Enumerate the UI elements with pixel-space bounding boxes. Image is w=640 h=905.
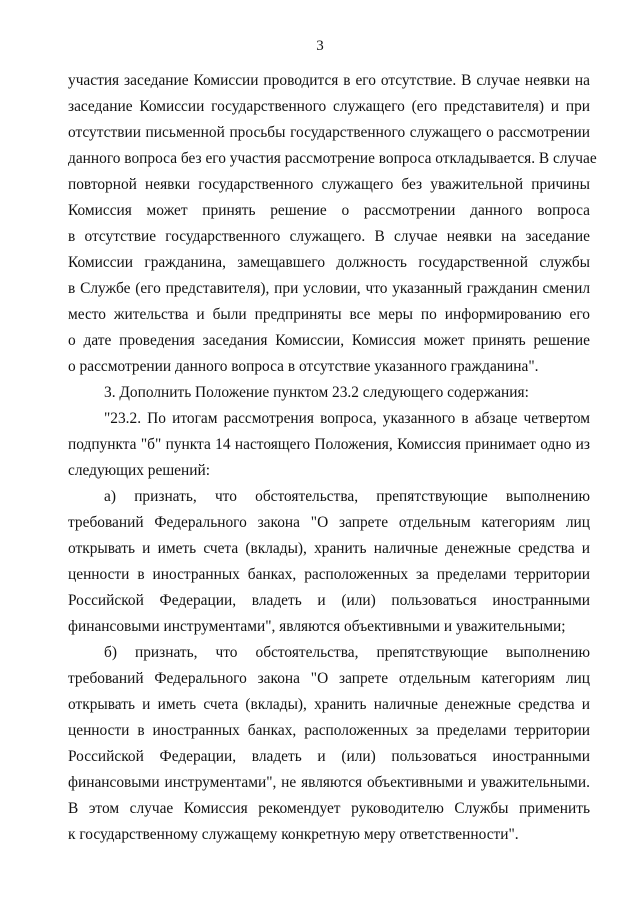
text-line: данного вопроса без его участия рассмотрение вопроса откладывается. В случае xyxy=(68,150,597,167)
text-line: финансовыми инструментами", являются объективными и уважительными; xyxy=(68,618,566,635)
text-line: 3. Дополнить Положение пунктом 23.2 следующего содержания: xyxy=(104,384,529,401)
text-line: участия заседание Комиссии проводится в его отсутствие. В случае неявки на xyxy=(68,72,590,89)
text-line: Российской Федерации, владеть и (или) пользоваться иностранными xyxy=(68,748,590,765)
text-line: в Службе (его представителя), при условии, что указанный гражданин сменил xyxy=(68,280,590,297)
text-line: подпункта "б" пункта 14 настоящего Положения, Комиссия принимает одно из xyxy=(68,436,590,453)
text-line: Российской Федерации, владеть и (или) пользоваться иностранными xyxy=(68,592,590,609)
text-line: ценности в иностранных банках, расположенных за пределами территории xyxy=(68,566,590,583)
text-line: открывать и иметь счета (вклады), хранить наличные денежные средства и xyxy=(68,696,590,713)
text-line: а) признать, что обстоятельства, препятствующие выполнению xyxy=(104,488,590,505)
text-line: В этом случае Комиссия рекомендует руководителю Службы применить xyxy=(68,800,590,817)
page-number: 3 xyxy=(316,38,324,54)
text-line: б) признать, что обстоятельства, препятствующие выполнению xyxy=(104,644,590,661)
text-line: заседание Комиссии государственного служащего (его представителя) и при xyxy=(68,98,590,115)
text-line: требований Федерального закона "О запрете отдельным категориям лиц xyxy=(68,514,590,531)
text-line: к государственному служащему конкретную меру ответственности". xyxy=(68,826,519,843)
text-line: повторной неявки государственного служащего без уважительной причины xyxy=(68,176,590,193)
text-line: Комиссии гражданина, замещавшего должность государственной службы xyxy=(68,254,590,271)
text-line: Комиссия может принять решение о рассмотрении данного вопроса xyxy=(68,202,590,219)
text-line: о рассмотрении данного вопроса в отсутствие указанного гражданина". xyxy=(68,358,539,375)
text-line: отсутствии письменной просьбы государственного служащего о рассмотрении xyxy=(68,124,590,141)
text-line: "23.2. По итогам рассмотрения вопроса, указанного в абзаце четвертом xyxy=(104,410,590,427)
text-line: в отсутствие государственного служащего. В случае неявки на заседание xyxy=(68,228,590,245)
text-line: следующих решений: xyxy=(68,462,210,479)
text-line: финансовыми инструментами", не являются объективными и уважительными. xyxy=(68,774,590,791)
text-line: место жительства и были предприняты все меры по информированию его xyxy=(68,306,590,323)
text-line: о дате проведения заседания Комиссии, Комиссия может принять решение xyxy=(68,332,590,349)
text-line: открывать и иметь счета (вклады), хранить наличные денежные средства и xyxy=(68,540,590,557)
document-body xyxy=(68,68,597,848)
text-line: требований Федерального закона "О запрете отдельным категориям лиц xyxy=(68,670,590,687)
text-line: ценности в иностранных банках, расположенных за пределами территории xyxy=(68,722,590,739)
